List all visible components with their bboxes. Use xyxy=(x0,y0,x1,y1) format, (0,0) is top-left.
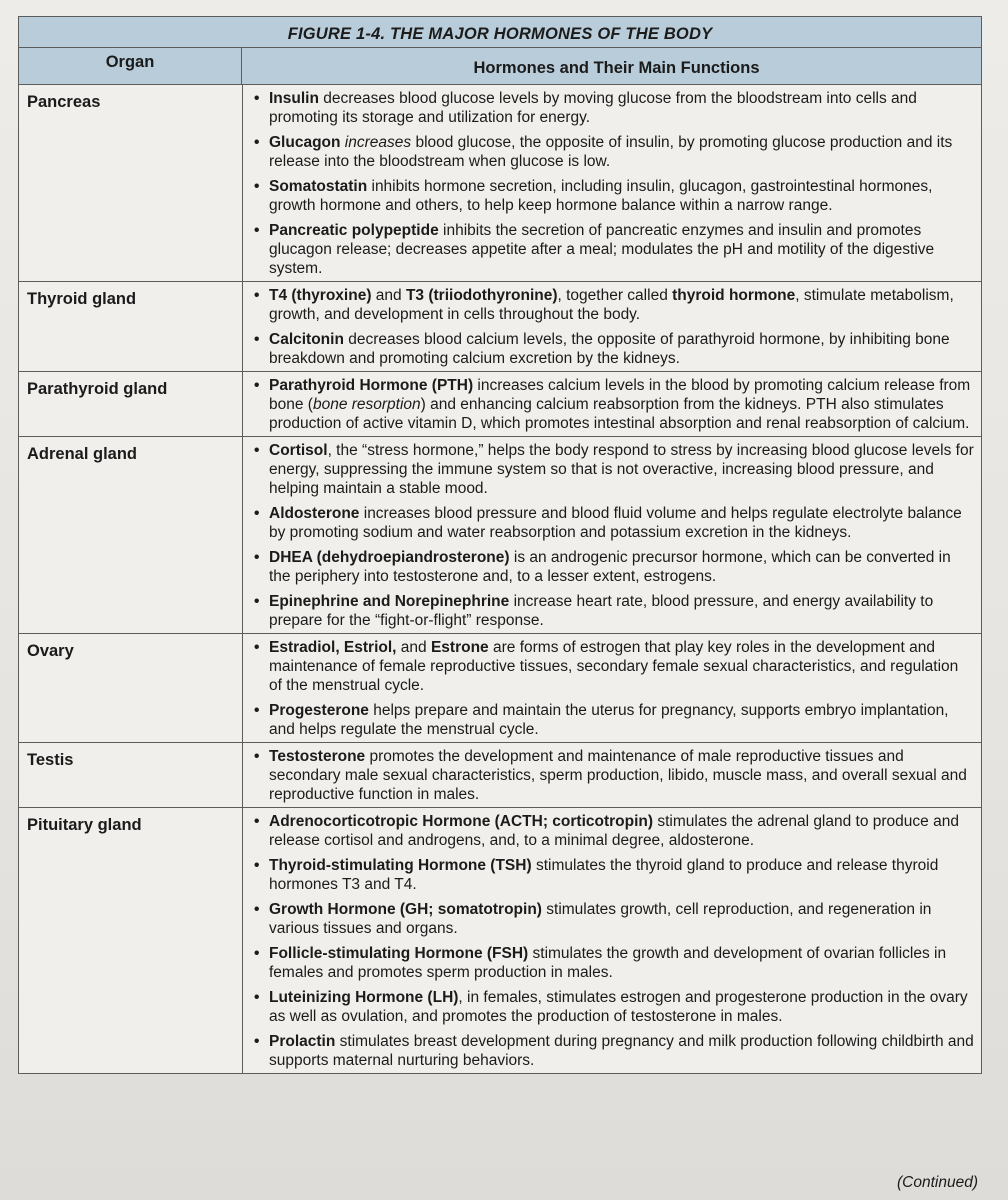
hormone-item xyxy=(253,1032,975,1070)
hormone-item xyxy=(253,221,975,278)
hormone-name: T3 (triiodothyronine) xyxy=(405,287,558,304)
description-text: decreases blood calcium levels, the opposite of parathyroid hormone, by inhibiting bone breakdown and promoting calcium excretion by the kidneys. xyxy=(269,331,950,367)
figure-title: FIGURE 1-4. THE MAJOR HORMONES OF THE BODY xyxy=(19,17,981,48)
hormone-item xyxy=(253,988,975,1026)
hormone-name: Thyroid-stimulating Hormone (TSH) xyxy=(269,857,532,874)
hormone-item xyxy=(253,856,975,894)
organ-cell: Pituitary gland xyxy=(19,808,243,1073)
organ-cell: Testis xyxy=(19,743,243,807)
hormones-cell xyxy=(243,634,981,742)
hormone-item xyxy=(253,504,975,542)
hormone-name: Parathyroid Hormone (PTH) xyxy=(269,377,474,394)
description-text: , together called xyxy=(557,287,673,304)
hormone-item xyxy=(253,330,975,368)
hormone-name: Epinephrine and Norepinephrine xyxy=(269,593,510,610)
continued-note: (Continued) xyxy=(897,1174,978,1191)
description-text: and xyxy=(371,287,406,304)
hormones-cell xyxy=(243,372,981,436)
hormone-item xyxy=(253,286,975,324)
table-row xyxy=(19,372,981,437)
table-header xyxy=(19,48,981,85)
description-text: ) and enhancing calcium reabsorption from the kidneys. PTH also stimulates production of active vitamin D, which promotes intestinal absorption and renal reabsorption of calcium. xyxy=(269,396,970,432)
organ-cell: Thyroid gland xyxy=(19,282,243,371)
description-text: promotes the development and maintenance of male reproductive tissues and secondary male sexual characteristics, sperm production, libido, muscle mass, and overall sexual and reproductive function in males. xyxy=(269,748,967,803)
hormone-item xyxy=(253,548,975,586)
hormone-item xyxy=(253,376,975,433)
table-row xyxy=(19,808,981,1073)
description-text: stimulates the adrenal gland to produce and release cortisol and androgens, and, to a minimal degree, aldosterone. xyxy=(269,813,959,849)
description-text: decreases blood glucose levels by moving glucose from the bloodstream into cells and promoting its storage and utilization for energy. xyxy=(269,90,917,126)
hormone-name: Calcitonin xyxy=(269,331,344,348)
hormone-name: Prolactin xyxy=(269,1033,336,1050)
hormone-name: Follicle-stimulating Hormone (FSH) xyxy=(269,945,529,962)
description-text: stimulates the growth and development of ovarian follicles in females and promotes sperm production in males. xyxy=(269,945,947,981)
hormone-name: Insulin xyxy=(269,90,319,107)
hormone-name: Pancreatic polypeptide xyxy=(269,222,439,239)
hormone-name: T4 (thyroxine) xyxy=(269,287,372,304)
hormones-cell xyxy=(243,808,981,1073)
hormone-item xyxy=(253,441,975,498)
table-row xyxy=(19,282,981,372)
hormone-name: Estrone xyxy=(430,639,489,656)
description-text: , in females, stimulates estrogen and progesterone production in the ovary as well as ovulation, and promotes the production of testosterone in males. xyxy=(269,989,968,1025)
hormone-item xyxy=(253,900,975,938)
table-body xyxy=(19,85,981,1073)
table-row xyxy=(19,85,981,282)
description-text: helps prepare and maintain the uterus for pregnancy, supports embryo implantation, and helps regulate the menstrual cycle. xyxy=(269,702,949,738)
description-text: increase heart rate, blood pressure, and energy availability to prepare for the “fight-or-flight” response. xyxy=(269,593,934,629)
hormones-cell xyxy=(243,282,981,371)
organ-cell: Ovary xyxy=(19,634,243,742)
table-row xyxy=(19,437,981,634)
table-row xyxy=(19,743,981,808)
description-text: stimulates growth, cell reproduction, and regeneration in various tissues and organs. xyxy=(269,901,932,937)
hormones-table xyxy=(18,16,982,1074)
description-text: blood glucose, the opposite of insulin, by promoting glucose production and its release into the bloodstream when glucose is low. xyxy=(269,134,953,170)
organ-cell: Pancreas xyxy=(19,85,243,281)
hormone-name: Estradiol, Estriol, xyxy=(269,639,397,656)
hormone-item xyxy=(253,133,975,171)
emphasis-text: bone resorption xyxy=(312,396,421,413)
hormone-item xyxy=(253,638,975,695)
hormone-name: Progesterone xyxy=(269,702,369,719)
description-text: , stimulate metabolism, growth, and development in cells throughout the body. xyxy=(269,287,954,323)
hormone-item xyxy=(253,747,975,804)
hormone-name: Cortisol xyxy=(269,442,328,459)
hormones-cell xyxy=(243,743,981,807)
description-text: , the “stress hormone,” helps the body respond to stress by increasing blood glucose levels for energy, suppressing the immune system so that is not overactive, increasing blood pressure, and helping maintain a stable mood. xyxy=(269,442,974,497)
hormone-name: Glucagon xyxy=(269,134,341,151)
description-text: stimulates breast development during pregnancy and milk production following childbirth and supports maternal nurturing behaviors. xyxy=(269,1033,974,1069)
hormone-item xyxy=(253,812,975,850)
organ-cell: Adrenal gland xyxy=(19,437,243,633)
hormone-item xyxy=(253,701,975,739)
description-text: is an androgenic precursor hormone, which can be converted in the periphery into testosterone and, to a lesser extent, estrogens. xyxy=(269,549,951,585)
hormone-name: Testosterone xyxy=(269,748,366,765)
hormone-name: Somatostatin xyxy=(269,178,368,195)
hormone-name: Growth Hormone (GH; somatotropin) xyxy=(269,901,542,918)
description-text: are forms of estrogen that play key roles in the development and maintenance of female reproductive tissues, secondary female sexual characteristics, and regulation of the menstrual cycle. xyxy=(269,639,959,694)
hormone-item xyxy=(253,177,975,215)
hormone-item xyxy=(253,944,975,982)
organ-column-header: Organ xyxy=(19,48,242,84)
hormone-name: DHEA (dehydroepiandrosterone) xyxy=(269,549,510,566)
hormone-name: Luteinizing Hormone (LH) xyxy=(269,989,459,1006)
table-row xyxy=(19,634,981,743)
hormone-name: thyroid hormone xyxy=(672,287,796,304)
hormone-name: Adrenocorticotropic Hormone (ACTH; corticotropin) xyxy=(269,813,654,830)
hormones-cell xyxy=(243,437,981,633)
emphasis-text: increases xyxy=(344,134,412,151)
description-text: inhibits hormone secretion, including insulin, glucagon, gastrointestinal hormones, growth hormone and others, to help keep hormone balance within a narrow range. xyxy=(269,178,933,214)
hormones-cell xyxy=(243,85,981,281)
description-text: stimulates the thyroid gland to produce and release thyroid hormones T3 and T4. xyxy=(269,857,939,893)
description-text: inhibits the secretion of pancreatic enzymes and insulin and promotes glucagon release; decreases appetite after a meal; modulates the pH and motility of the digestive system. xyxy=(269,222,935,277)
hormone-name: Aldosterone xyxy=(269,505,360,522)
description-text: and xyxy=(396,639,431,656)
hormone-item xyxy=(253,89,975,127)
description-text: increases calcium levels in the blood by promoting calcium release from bone ( xyxy=(269,377,971,413)
description-text: increases blood pressure and blood fluid volume and helps regulate electrolyte balance by promoting sodium and water reabsorption and potassium excretion in the kidneys. xyxy=(269,505,962,541)
hormone-item xyxy=(253,592,975,630)
hormones-column-header: Hormones and Their Main Functions xyxy=(242,48,981,84)
organ-cell: Parathyroid gland xyxy=(19,372,243,436)
